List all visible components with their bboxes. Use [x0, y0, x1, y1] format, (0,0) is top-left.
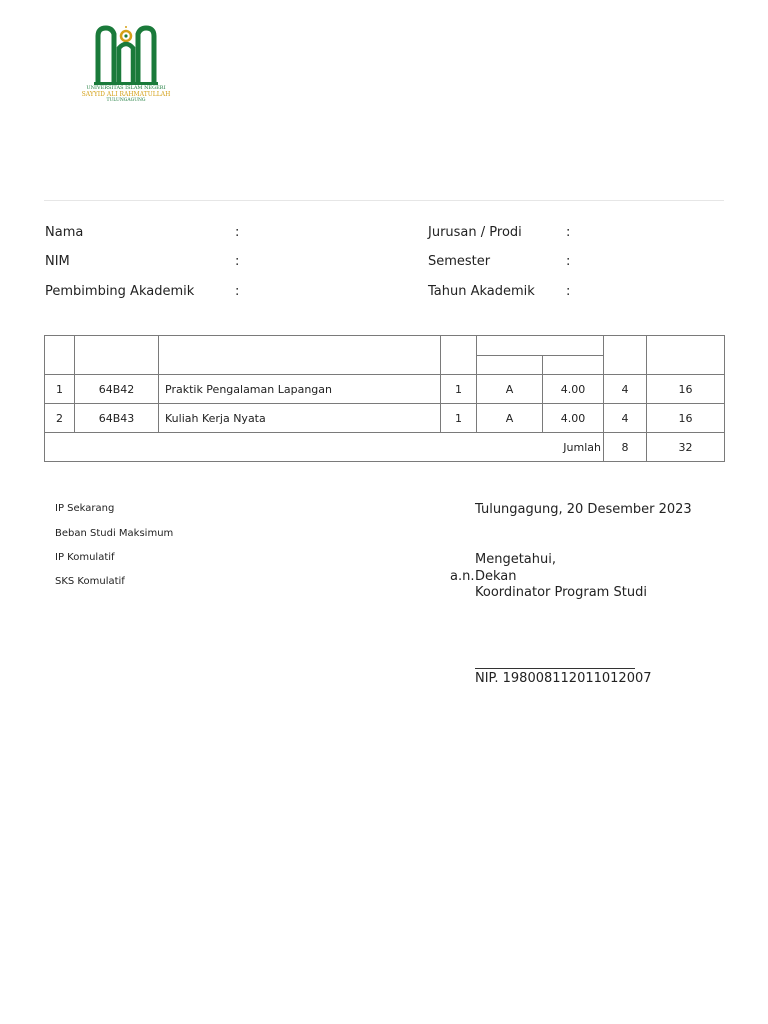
nim-label: NIM	[45, 254, 70, 269]
cell-sks: 1	[441, 375, 477, 404]
table-row	[45, 375, 725, 404]
cell-code: 64B42	[75, 375, 159, 404]
signatory-role-coordinator: Koordinator Program Studi	[475, 585, 647, 600]
header-cell-letter	[477, 355, 543, 375]
summary-max-load: Beban Studi Maksimum	[55, 528, 174, 539]
cell-sks: 1	[441, 404, 477, 433]
advisor-label: Pembimbing Akademik	[45, 284, 195, 299]
jumlah-total: 32	[647, 433, 725, 462]
header-cell-code	[75, 336, 159, 375]
acknowledge-text: Mengetahui,	[475, 552, 556, 567]
place-date: Tulungagung, 20 Desember 2023	[475, 502, 692, 517]
cell-code: 64B43	[75, 404, 159, 433]
logo-line-university: UNIVERSITAS ISLAM NEGERI	[86, 85, 166, 91]
department-colon: :	[566, 225, 571, 240]
logo-line-name: SAYYID ALI RAHMATULLAH	[81, 91, 171, 98]
cell-no: 1	[45, 375, 75, 404]
header-cell-point	[543, 355, 604, 375]
cell-point: 4.00	[543, 404, 604, 433]
academic-year-colon: :	[566, 284, 571, 299]
advisor-colon: :	[235, 284, 240, 299]
cell-nilai: 4	[604, 375, 647, 404]
signatory-role-dean: Dekan	[475, 569, 517, 584]
cell-letter: A	[477, 375, 543, 404]
cell-total: 16	[647, 404, 725, 433]
header-cell-grade	[477, 336, 604, 356]
summary-sks-cumulative: SKS Komulatif	[55, 576, 125, 587]
cell-course: Praktik Pengalaman Lapangan	[159, 375, 441, 404]
nim-colon: :	[235, 254, 240, 269]
on-behalf-prefix: a.n.	[450, 569, 475, 584]
university-logo	[78, 22, 174, 104]
signature-line	[475, 668, 635, 669]
header-cell-sks	[441, 336, 477, 375]
header-divider	[44, 200, 724, 201]
cell-point: 4.00	[543, 375, 604, 404]
header-cell-nilai	[604, 336, 647, 375]
header-cell-no	[45, 336, 75, 375]
semester-label: Semester	[428, 254, 491, 269]
header-cell-total	[647, 336, 725, 375]
summary-ip-current: IP Sekarang	[55, 503, 115, 514]
table-row	[45, 404, 725, 433]
semester-colon: :	[566, 254, 571, 269]
logo-line-city: TULUNGAGUNG	[106, 98, 146, 103]
university-emblem-icon	[78, 22, 174, 86]
cell-nilai: 4	[604, 404, 647, 433]
cell-total: 16	[647, 375, 725, 404]
grades-table	[44, 335, 725, 462]
name-colon: :	[235, 225, 240, 240]
cell-no: 2	[45, 404, 75, 433]
table-header-row	[45, 336, 725, 356]
summary-ip-cumulative: IP Komulatif	[55, 552, 115, 563]
jumlah-nilai: 8	[604, 433, 647, 462]
cell-letter: A	[477, 404, 543, 433]
header-cell-course	[159, 336, 441, 375]
jumlah-label: Jumlah	[45, 433, 604, 462]
department-label: Jurusan / Prodi	[428, 225, 522, 240]
name-label: Nama	[45, 225, 84, 240]
table-footer-row	[45, 433, 725, 462]
academic-year-label: Tahun Akademik	[428, 284, 535, 299]
nip-number: NIP. 198008112011012007	[475, 671, 652, 686]
cell-course: Kuliah Kerja Nyata	[159, 404, 441, 433]
